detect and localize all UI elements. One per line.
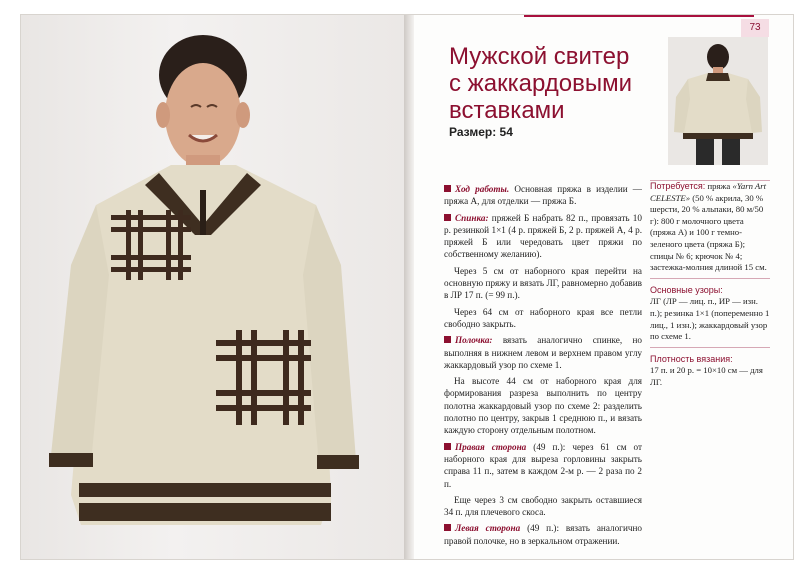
top-rule (524, 15, 754, 39)
para-spinka-3: Через 64 см от наборного края все петли свободно закрыть. (444, 306, 642, 329)
title-line-3: вставками (449, 97, 565, 124)
back-view-illustration (668, 37, 768, 165)
requirements-block: Потребуется: пряжа «Yarn Art CELESTE» (50 % акрила, 30 % шерсти, 20 % альпаки, 80 м/50 г): 800 г молочного цвета (пряжа А) и 100 г темно-зеленого цвета (пряжа Б); спицы № 6; крючок № 4; застежка-молния длиной 15 см. (650, 181, 770, 279)
density-text: 17 п. и 20 р. = 10×10 см — для ЛГ. (650, 365, 763, 387)
para-hod-raboty: Ход работы. Основная пряжа в изделии — пряжа А, для отделки — пряжа Б. (444, 184, 642, 207)
patterns-block (650, 285, 770, 348)
para-pravaya-2: Еще через 3 см свободно закрыть оставшиеся 34 п. для плечевого скоса. (444, 494, 642, 518)
para-spinka-2: Через 5 см от наборного края перейти на основную пряжу и вязать ЛГ, равномерно добавив в ЛР 17 п. (= 99 п.). (444, 265, 642, 301)
requirements-label: Потребуется: (650, 181, 706, 191)
sweater-model-photo (21, 15, 404, 559)
book-spread (20, 14, 794, 560)
patterns-text: ЛГ (ЛР — лиц. п., ИР — изн. п.); резинка 1×1 (попеременно 1 лиц., 1 изн.); жаккардовый узор по схеме 1. (650, 296, 770, 342)
bullet-square-icon (444, 336, 451, 343)
patterns-label: Основные узоры: (650, 284, 723, 295)
bullet-square-icon (444, 185, 451, 192)
instructions-text (444, 183, 642, 551)
left-page-photo (21, 15, 404, 559)
bullet-square-icon (444, 214, 451, 221)
para-spinka: Спинка: пряжей Б набрать 82 п., провязать 10 р. резинкой 1×1 (4 р. пряжей Б, 2 р. пряжей А, 4 р. пряжей Б или чередовать цвет пряжи по собственному желанию). (444, 212, 642, 260)
title-line-1: Мужской свитер (449, 43, 630, 70)
title-line-2: с жаккардовыми (449, 70, 632, 97)
para-pravaya: Правая сторона (49 п.): через 61 см от наборного края для выреза горловины закрыть справа 11 п., затем в каждом 2-м р. — 2 раза по 2 п. (444, 441, 642, 489)
bullet-square-icon (444, 524, 451, 531)
back-view-photo (668, 37, 768, 165)
density-block (650, 354, 770, 393)
para-levaya: Левая сторона (49 п.): вязать аналогично правой полочке, но в зеркальном отражении. (444, 523, 643, 546)
size-label: Размер: 54 (449, 125, 513, 139)
page-gutter (404, 15, 414, 559)
page-title (449, 43, 669, 124)
page-number: 73 (741, 19, 769, 37)
density-label: Плотность вязания: (650, 353, 733, 364)
para-polochka-2: На высоте 44 см от наборного края для формирования разреза выполнить по центру полотна жаккардовый узор по схеме 2: разделить полотно по центру, закрыв 1 среднюю п., и вязать каждую сторону отдельным полотном. (444, 376, 642, 436)
para-polochka: Полочка: вязать аналогично спинке, но выполняя в нижнем левом и верхнем правом углу жаккардовый узор по схеме 1. (444, 335, 642, 370)
materials-sidebar (650, 180, 770, 399)
bullet-square-icon (444, 443, 451, 450)
right-page (414, 15, 793, 559)
